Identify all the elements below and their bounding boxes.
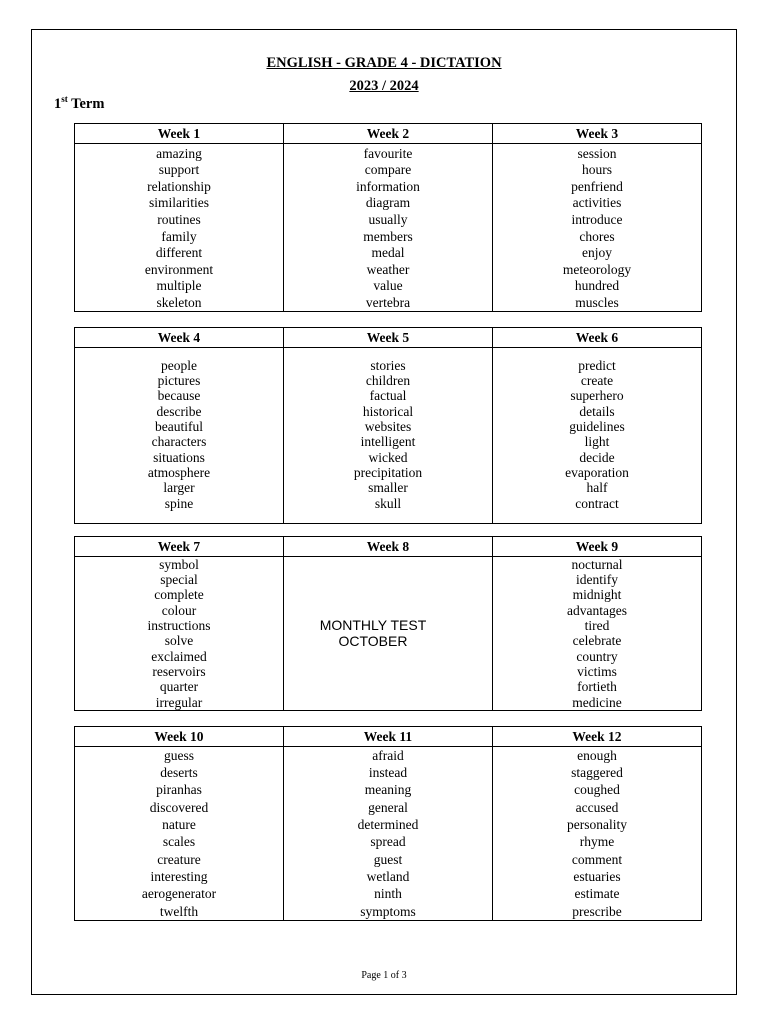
dictation-word: penfriend <box>571 178 623 194</box>
week-5-header: Week 5 <box>283 328 492 348</box>
dictation-word: meaning <box>364 782 412 798</box>
dictation-word: twelfth <box>159 903 199 919</box>
dictation-word: enough <box>577 747 617 763</box>
dictation-word: relationship <box>147 178 211 194</box>
dictation-word: staggered <box>571 765 623 781</box>
dictation-word: irregular <box>155 694 203 710</box>
dictation-word: usually <box>368 211 408 227</box>
dictation-word: light <box>584 434 610 450</box>
dictation-word: characters <box>151 434 207 450</box>
dictation-word: general <box>368 799 408 815</box>
dictation-table-weeks-1-3 <box>74 123 702 312</box>
dictation-word: guest <box>373 851 403 867</box>
dictation-word: because <box>157 388 201 404</box>
dictation-word: activities <box>572 195 622 211</box>
dictation-word: fortieth <box>577 679 617 695</box>
week-9-words <box>492 557 701 711</box>
document-title: ENGLISH - GRADE 4 - DICTATION <box>266 55 502 71</box>
dictation-word: instead <box>368 765 408 781</box>
dictation-word: hundred <box>574 278 620 294</box>
dictation-word: half <box>586 480 608 496</box>
dictation-word: nocturnal <box>571 556 623 572</box>
dictation-word: determined <box>357 817 419 833</box>
dictation-word: scales <box>162 834 196 850</box>
week-1-header: Week 1 <box>75 124 284 144</box>
dictation-word: coughed <box>574 782 620 798</box>
dictation-word: pictures <box>157 373 201 389</box>
dictation-word: spread <box>370 834 406 850</box>
dictation-word: estimate <box>574 886 620 902</box>
page-number: Page 1 of 3 <box>361 970 407 981</box>
dictation-word: introduce <box>571 211 623 227</box>
week-2-header: Week 2 <box>283 124 492 144</box>
dictation-word: smaller <box>368 480 408 496</box>
dictation-word: victims <box>577 663 617 679</box>
dictation-word: discovered <box>149 799 209 815</box>
dictation-word: quarter <box>159 679 199 695</box>
dictation-word: details <box>579 403 615 419</box>
dictation-word: websites <box>364 419 412 435</box>
dictation-word: favourite <box>363 145 413 161</box>
dictation-word: routines <box>157 211 201 227</box>
week-7-words <box>75 557 284 711</box>
dictation-table-weeks-7-9 <box>74 536 702 711</box>
dictation-word: environment <box>144 261 214 277</box>
dictation-word: skull <box>374 495 402 511</box>
week-12-words <box>492 747 701 921</box>
dictation-word: country <box>576 648 618 664</box>
dictation-word: colour <box>161 602 197 618</box>
dictation-word: estuaries <box>573 868 621 884</box>
dictation-word: symbol <box>159 556 199 572</box>
dictation-word: multiple <box>156 278 202 294</box>
week-4-words <box>75 348 284 524</box>
dictation-word: beautiful <box>155 419 203 435</box>
week-5-words <box>283 348 492 524</box>
dictation-word: prescribe <box>572 903 622 919</box>
dictation-word: compare <box>364 162 412 178</box>
dictation-word: wicked <box>368 449 408 465</box>
dictation-word: instructions <box>147 618 211 634</box>
dictation-word: symptoms <box>360 903 416 919</box>
dictation-word: interesting <box>150 868 208 884</box>
dictation-word: exclaimed <box>151 648 207 664</box>
term-heading: 1st Term <box>54 94 105 112</box>
dictation-word: intelligent <box>360 434 416 450</box>
week-11-words <box>283 747 492 921</box>
dictation-word: rhyme <box>579 834 615 850</box>
dictation-word: tired <box>584 618 610 634</box>
dictation-table-weeks-4-6 <box>74 327 702 524</box>
week-6-header: Week 6 <box>492 328 701 348</box>
dictation-word: medal <box>371 245 405 261</box>
dictation-word: stories <box>370 357 406 373</box>
dictation-word: medicine <box>572 694 622 710</box>
dictation-word: situations <box>153 449 205 465</box>
dictation-word: people <box>160 357 197 373</box>
dictation-word: meteorology <box>562 261 632 277</box>
dictation-word: guess <box>163 747 194 763</box>
dictation-word: accused <box>575 799 619 815</box>
dictation-word: celebrate <box>572 633 622 649</box>
dictation-word: identify <box>575 572 618 588</box>
dictation-word: weather <box>366 261 410 277</box>
dictation-word: hours <box>581 162 612 178</box>
dictation-word: describe <box>156 403 202 419</box>
week-6-words <box>492 348 701 524</box>
dictation-word: ninth <box>374 886 402 902</box>
dictation-word: guidelines <box>569 419 625 435</box>
dictation-word: comment <box>571 851 623 867</box>
week-10-words <box>75 747 284 921</box>
dictation-word: children <box>365 373 411 389</box>
dictation-word: superhero <box>570 388 624 404</box>
week-12-header: Week 12 <box>492 727 701 747</box>
dictation-word: precipitation <box>353 464 423 480</box>
monthly-test-month: OCTOBER <box>338 633 408 650</box>
dictation-word: historical <box>362 403 414 419</box>
dictation-word: amazing <box>156 145 202 161</box>
dictation-word: midnight <box>572 587 622 603</box>
school-year: 2023 / 2024 <box>349 78 419 94</box>
dictation-word: solve <box>164 633 194 649</box>
dictation-word: muscles <box>575 294 619 310</box>
dictation-word: atmosphere <box>147 464 211 480</box>
dictation-word: chores <box>579 228 615 244</box>
monthly-test-label: MONTHLY TEST <box>319 617 427 634</box>
dictation-word: skeleton <box>156 294 202 310</box>
week-8-monthly-test <box>283 557 492 711</box>
dictation-word: advantages <box>566 602 627 618</box>
dictation-word: aerogenerator <box>141 886 217 902</box>
dictation-word: predict <box>578 357 616 373</box>
week-10-header: Week 10 <box>75 727 284 747</box>
dictation-word: reservoirs <box>152 663 206 679</box>
dictation-word: special <box>160 572 198 588</box>
week-7-header: Week 7 <box>75 537 284 557</box>
dictation-word: decide <box>579 449 615 465</box>
dictation-word: deserts <box>160 765 198 781</box>
dictation-word: factual <box>369 388 407 404</box>
dictation-word: members <box>363 228 413 244</box>
week-1-words <box>75 144 284 312</box>
dictation-word: afraid <box>372 747 404 763</box>
dictation-word: creature <box>157 851 201 867</box>
week-3-header: Week 3 <box>492 124 701 144</box>
dictation-word: larger <box>163 480 195 496</box>
dictation-word: family <box>161 228 197 244</box>
dictation-word: spine <box>164 495 194 511</box>
week-2-words <box>283 144 492 312</box>
dictation-word: piranhas <box>156 782 202 798</box>
dictation-word: diagram <box>365 195 411 211</box>
dictation-word: nature <box>162 817 196 833</box>
dictation-word: vertebra <box>365 294 411 310</box>
dictation-word: enjoy <box>581 245 612 261</box>
week-4-header: Week 4 <box>75 328 284 348</box>
dictation-table-weeks-10-12 <box>74 726 702 921</box>
dictation-word: evaporation <box>565 464 629 480</box>
dictation-word: personality <box>566 817 627 833</box>
dictation-word: different <box>155 245 203 261</box>
dictation-word: support <box>158 162 200 178</box>
dictation-word: create <box>580 373 614 389</box>
dictation-word: value <box>373 278 403 294</box>
dictation-word: complete <box>154 587 204 603</box>
week-8-header: Week 8 <box>283 537 492 557</box>
dictation-word: contract <box>575 495 619 511</box>
week-11-header: Week 11 <box>283 727 492 747</box>
dictation-word: similarities <box>148 195 209 211</box>
week-9-header: Week 9 <box>492 537 701 557</box>
dictation-word: session <box>577 145 617 161</box>
dictation-word: wetland <box>366 868 410 884</box>
week-3-words <box>492 144 701 312</box>
dictation-word: information <box>356 178 420 194</box>
